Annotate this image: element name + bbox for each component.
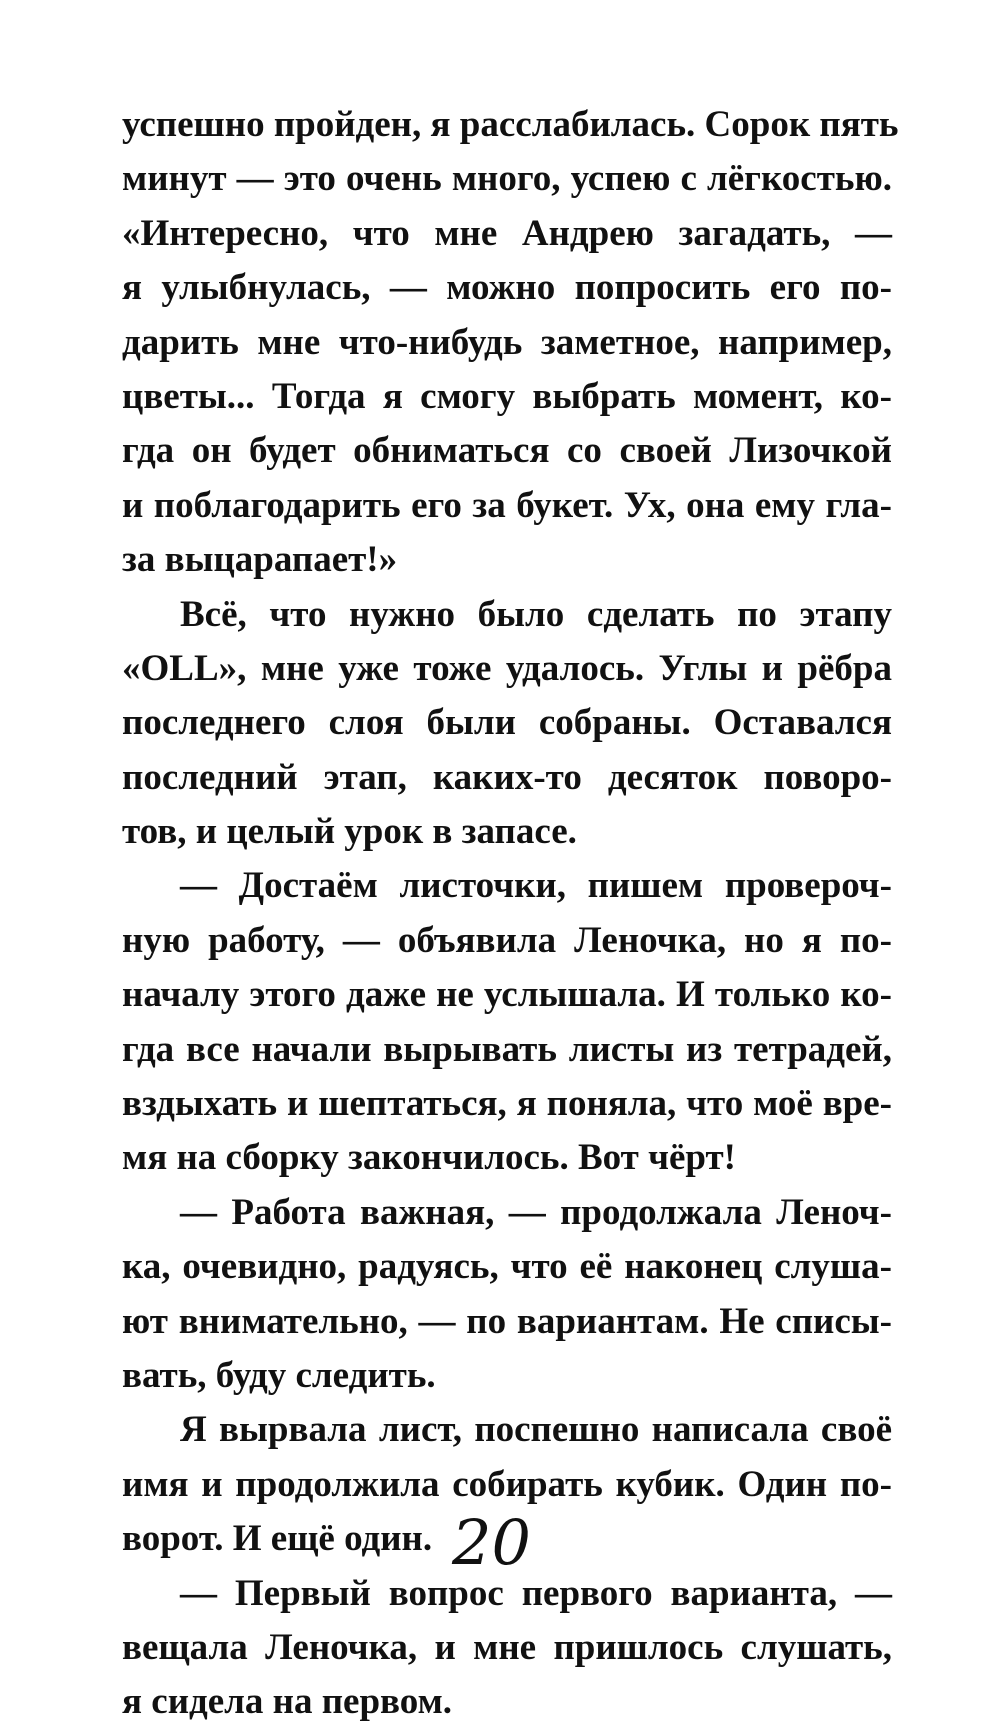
paragraph	[122, 1186, 892, 1404]
text-line: успешно пройден, я расслабилась. Сорок пять	[122, 104, 899, 145]
paragraph	[122, 1567, 892, 1730]
text-line: за выцарапает!»	[122, 539, 398, 581]
text-line: Я вырвала лист, поспешно написала своё	[180, 1409, 892, 1451]
paragraph	[122, 859, 892, 1185]
text-line: гда он будет обниматься со своей Лизочкой	[122, 430, 892, 472]
text-line: имя и продолжила собирать кубик. Один по-	[122, 1463, 892, 1505]
text-line: — Первый вопрос первого варианта, —	[180, 1572, 892, 1614]
page-number: 20	[452, 1506, 531, 1579]
text-line: Всё, что нужно было сделать по этапу	[180, 593, 892, 635]
paragraph	[122, 588, 892, 860]
text-line: я улыбнулась, — можно попросить его по-	[122, 267, 892, 309]
text-line: дарить мне что-нибудь заметное, например,	[122, 321, 892, 363]
text-line: ка, очевидно, радуясь, что её наконец слуша-	[122, 1246, 892, 1288]
text-line: гда все начали вырывать листы из тетрадей,	[122, 1028, 892, 1070]
text-line: мя на сборку закончилось. Вот чёрт!	[122, 1137, 736, 1179]
text-line: цветы... Тогда я смогу выбрать момент, ко-	[122, 375, 892, 417]
text-line: «OLL», мне уже тоже удалось. Углы и рёбра	[122, 647, 892, 689]
text-line: и поблагодарить его за букет. Ух, она ему гла-	[122, 484, 892, 526]
text-line: минут — это очень много, успею с лёгкостью.	[122, 158, 892, 200]
text-line: вздыхать и шептаться, я поняла, что моё вре-	[122, 1083, 892, 1125]
text-line: — Работа важная, — продолжала Леноч-	[180, 1191, 892, 1233]
paragraph	[122, 98, 899, 588]
text-line: я сидела на первом.	[122, 1681, 453, 1723]
text-line: тов, и целый урок в запасе.	[122, 811, 577, 853]
text-line: вещала Леночка, и мне пришлось слушать,	[122, 1626, 892, 1668]
text-line: последнего слоя были собраны. Оставался	[122, 702, 892, 744]
text-line: вать, буду следить.	[122, 1354, 436, 1396]
text-line: ют внимательно, — по вариантам. Не списы-	[122, 1300, 892, 1342]
text-line: ную работу, — объявила Леночка, но я по-	[122, 919, 892, 961]
text-line: «Интересно, что мне Андрею загадать, —	[122, 212, 892, 254]
text-line: — Достаём листочки, пишем провероч-	[180, 865, 892, 907]
text-line: ворот. И ещё один.	[122, 1518, 433, 1560]
text-line: началу этого даже не услышала. И только ко-	[122, 974, 892, 1016]
page-text	[122, 98, 899, 1730]
text-line: последний этап, каких-то десяток поворо-	[122, 756, 892, 798]
